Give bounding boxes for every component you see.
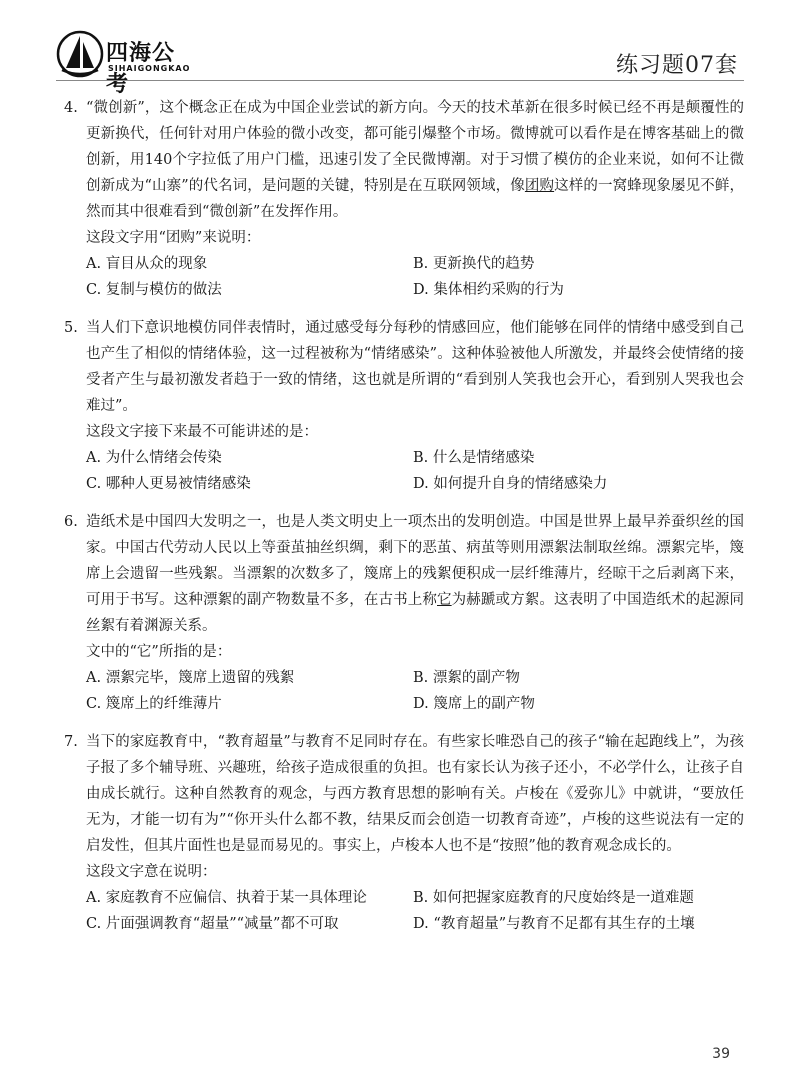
question-text: 造纸术是中国四大发明之一，也是人类文明史上一项杰出的发明创造。中国是世界上最早养蚕织丝的国家。中国古代劳动人民以上等蚕茧抽丝织绸，剩下的恶茧、病茧等则用漂絮法制取丝绵。漂絮完毕，篾席上会遗留一些残絮。当漂絮的次数多了，篾席上的残絮便积成一层纤维薄片，经晾干之后剥离下来，可用于书写。这种漂絮的副产物数量不多，在古书上称 [86,514,744,608]
brand-name-en: SIHAIGONGKAO [108,64,191,73]
question-7 [64,729,744,937]
question-text: “微创新”，这个概念正在成为中国企业尝试的新方向。今天的技术革新在很多时候已经不再是颠覆性的更新换代，任何针对用户体验的微小改变，都可能引爆整个市场。微博就可以看作是在博客基础上的微创新，用140个字拉低了用户门槛，迅速引发了全民微博潮。对于习惯了模仿的企业来说，如何不让微创新成为“山寨”的代名词，是问题的关键，特别是在互联网领域，像 [86,100,744,194]
option-a[interactable]: A. 漂絮完毕，篾席上遗留的残絮 [86,670,295,686]
question-number: 6. [64,514,78,530]
answer-options [64,445,744,497]
option-d[interactable]: D. 集体相约采购的行为 [413,282,564,298]
option-a[interactable]: A. 为什么情绪会传染 [86,450,222,466]
option-b[interactable]: B. 什么是情绪感染 [413,450,535,466]
question-5 [64,315,744,497]
option-d[interactable]: D. 篾席上的副产物 [413,696,535,712]
sailboat-logo-icon [56,30,104,78]
question-number: 4. [64,100,78,116]
question-text: 当人们下意识地模仿同伴表情时，通过感受每分每秒的情感回应，他们能够在同伴的情绪中感受到自己也产生了相似的情绪体验，这一过程被称为“情绪感染”。这种体验被他人所激发，并最终会使情绪的接受者产生与最初激发者趋于一致的情绪，这也就是所谓的“看到别人笑我也会开心，看到别人哭我也会难过”。 [86,320,744,414]
page-header [0,0,800,97]
underlined-term: 它 [437,592,452,608]
answer-options [64,885,744,937]
question-text: 当下的家庭教育中，“教育超量”与教育不足同时存在。有些家长唯恐自己的孩子“输在起跑线上”，为孩子报了多个辅导班、兴趣班，给孩子造成很重的负担。也有家长认为孩子还小，不必学什么，让孩子自由成长就行。这种自然教育的观念，与西方教育思想的影响有关。卢梭在《爱弥儿》中就讲，“要放任无为，才能一切有为”“你开头什么都不教，结果反而会创造一切教育奇迹”，卢梭的这些说法有一定的启发性，但其片面性也是显而易见的。事实上，卢梭本人也不是“按照”他的教育观念成长的。 [86,734,744,854]
question-text-tail: 为赫蹏或方絮。这表明了中国造纸术的起源同丝絮有着渊源关系。 [86,592,744,634]
question-list [64,95,744,949]
question-stem [64,315,744,419]
question-number: 7. [64,734,78,750]
option-b[interactable]: B. 更新换代的趋势 [413,256,535,272]
question-prompt: 文中的“它”所指的是： [86,644,232,660]
question-prompt: 这段文字用“团购”来说明： [86,230,261,246]
option-c[interactable]: C. 哪种人更易被情绪感染 [86,476,251,492]
question-text-tail: 这样的一窝蜂现象屡见不鲜，然而其中很难看到“微创新”在发挥作用。 [86,178,745,220]
question-prompt: 这段文字接下来最不可能讲述的是： [86,424,318,440]
option-a[interactable]: A. 盲目从众的现象 [86,256,208,272]
question-6 [64,509,744,717]
question-prompt: 这段文字意在说明： [86,864,217,880]
question-4 [64,95,744,303]
question-stem [64,95,744,225]
brand-logo [56,30,196,97]
answer-options [64,251,744,303]
question-stem [64,729,744,859]
option-c[interactable]: C. 篾席上的纤维薄片 [86,696,222,712]
brand-name-cn: 四海公考 [106,41,176,97]
option-c[interactable]: C. 片面强调教育“超量”“减量”都不可取 [86,916,339,932]
answer-options [64,665,744,717]
exercise-set-title: 练习题07套 [616,53,738,78]
option-b[interactable]: B. 如何把握家庭教育的尺度始终是一道难题 [413,890,694,906]
option-b[interactable]: B. 漂絮的副产物 [413,670,520,686]
question-stem [64,509,744,639]
option-d[interactable]: D. 如何提升自身的情绪感染力 [413,476,608,492]
option-a[interactable]: A. 家庭教育不应偏信、执着于某一具体理论 [86,890,367,906]
option-c[interactable]: C. 复制与模仿的做法 [86,282,222,298]
page-number: 39 [712,1046,730,1062]
underlined-term: 团购 [524,178,555,194]
option-d[interactable]: D. “教育超量”与教育不足都有其生存的土壤 [413,916,695,932]
header-divider [56,80,744,81]
question-number: 5. [64,320,78,336]
